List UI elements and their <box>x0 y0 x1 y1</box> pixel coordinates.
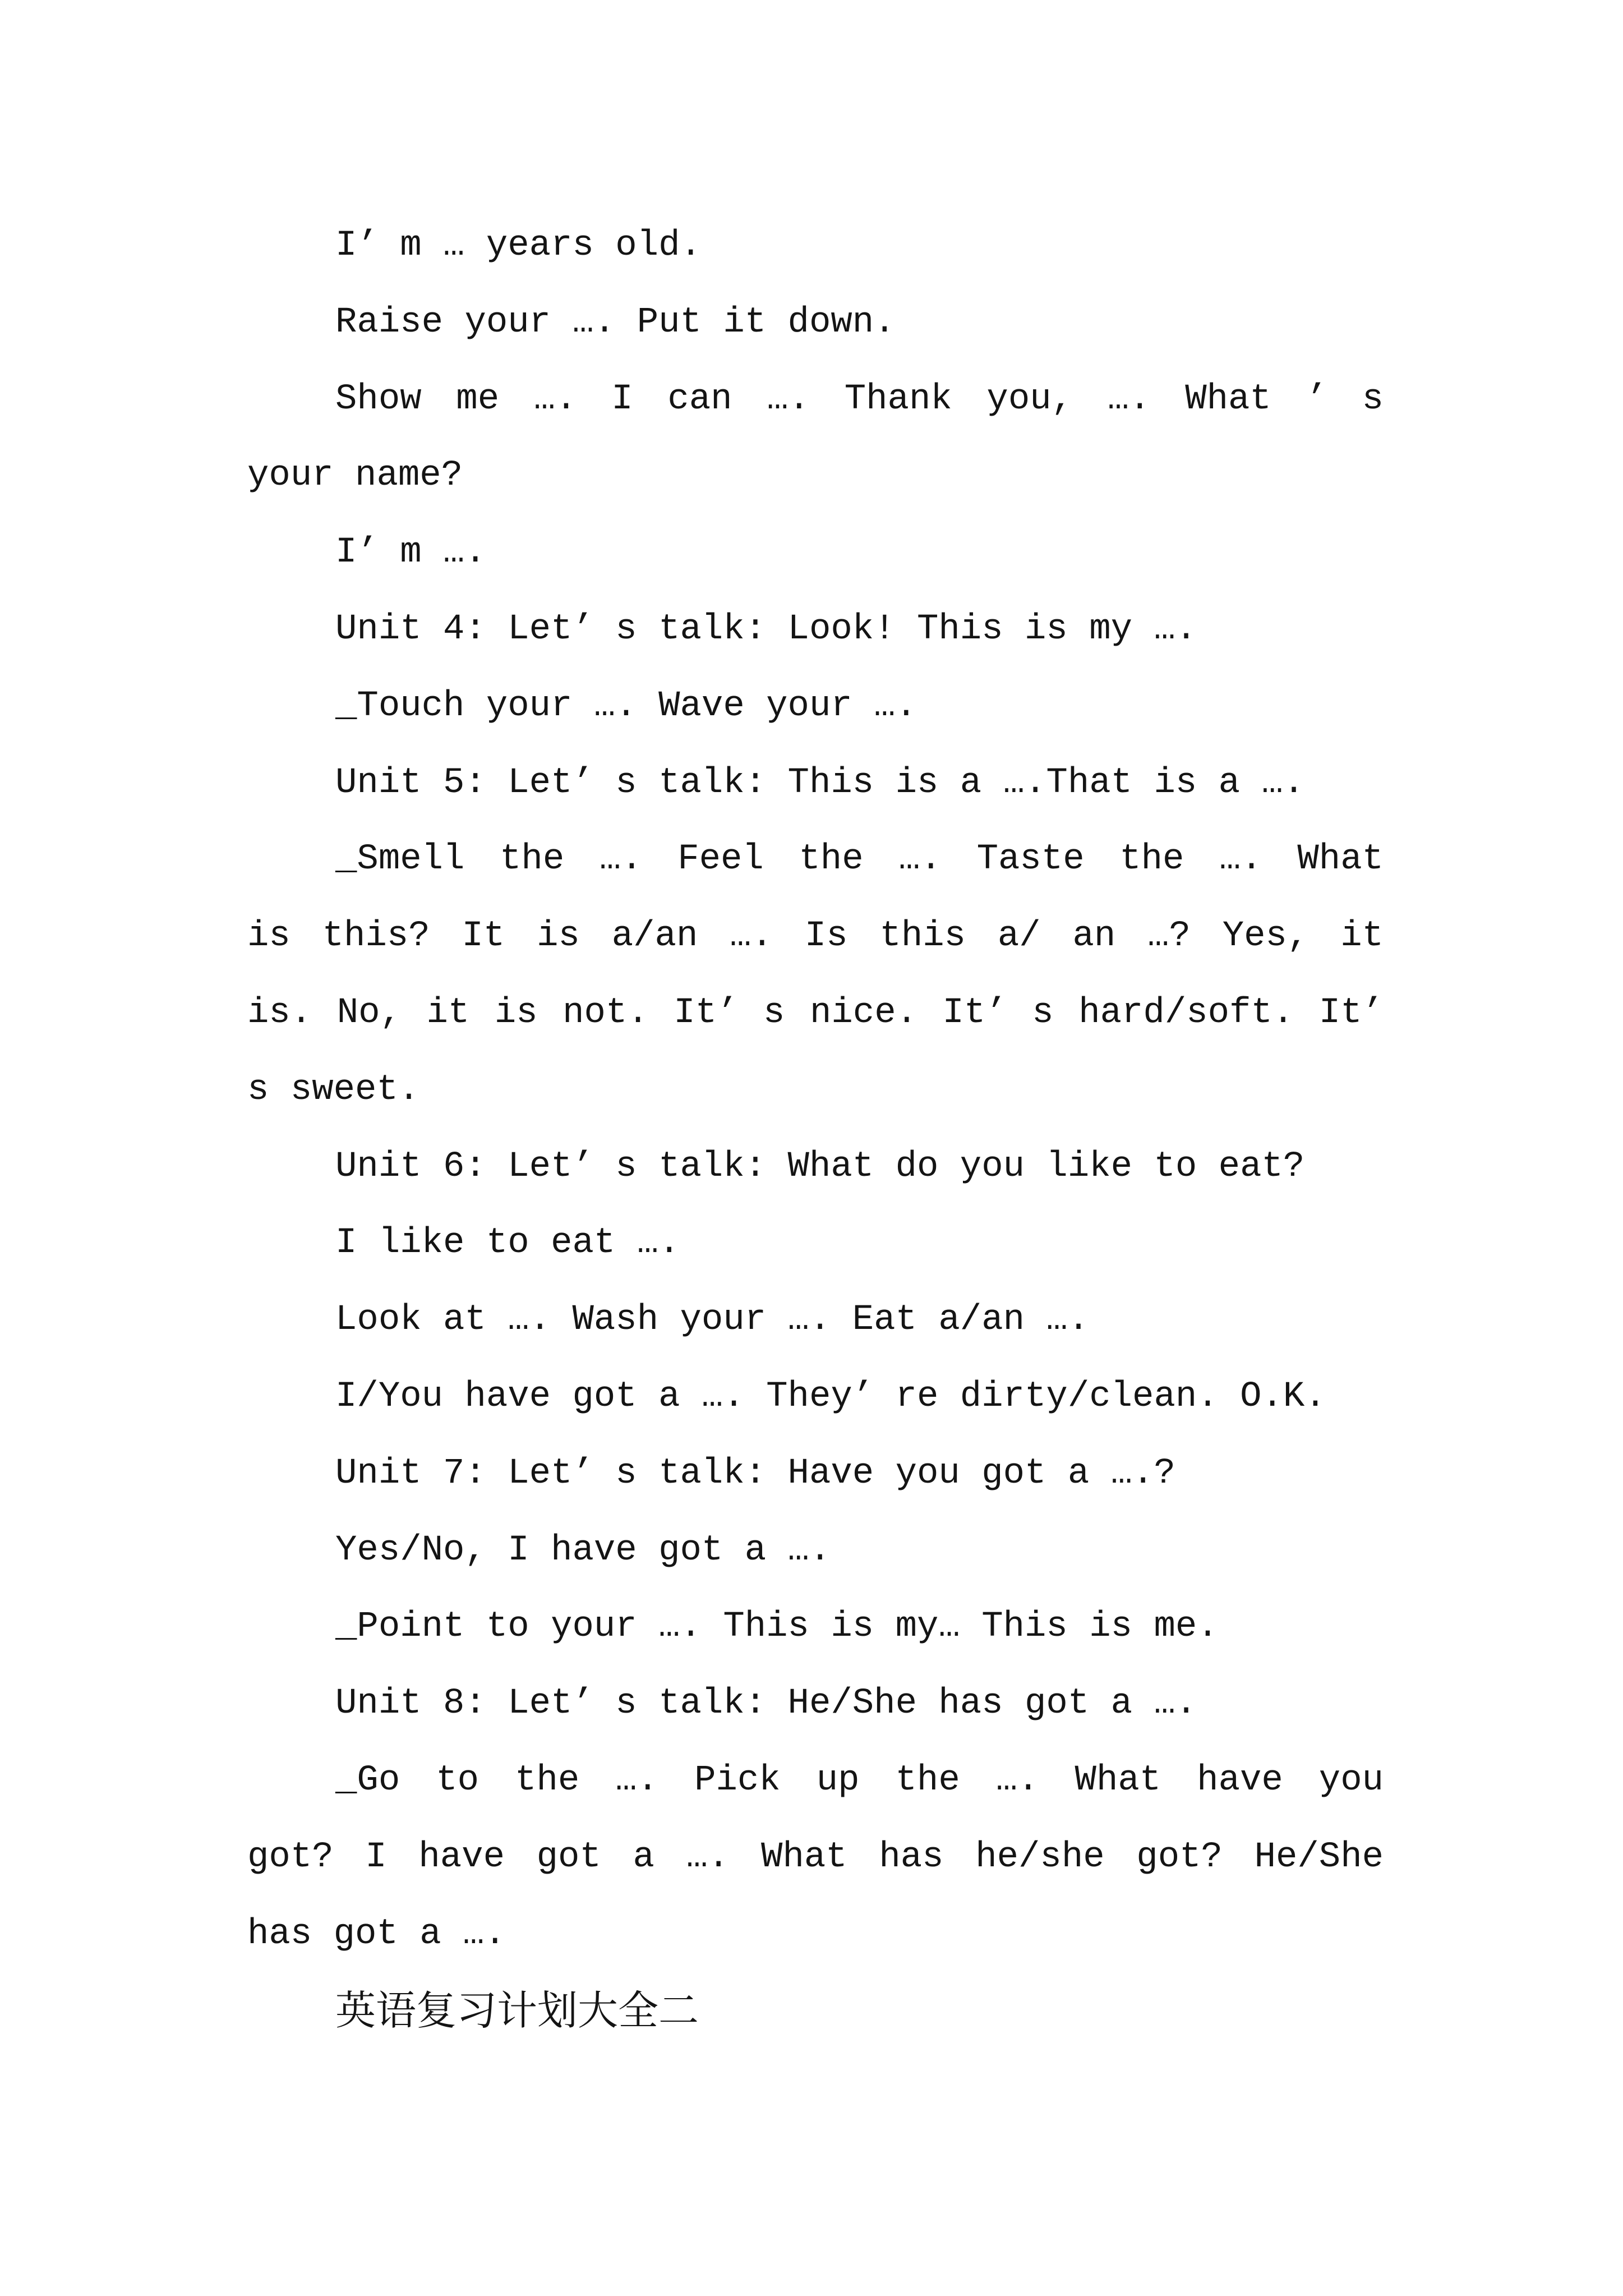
text-line: I’ m … years old. <box>335 226 702 266</box>
text-line: s sweet. <box>247 1069 420 1110</box>
text-line: Unit 5: Let’ s talk: This is a ….That is a …. <box>335 762 1305 803</box>
text-line: I/You have got a …. They’ re dirty/clean. O.K. <box>335 1376 1326 1417</box>
text-line: Unit 8: Let’ s talk: He/She has got a …. <box>335 1683 1197 1724</box>
text-line: I’ m …. <box>335 532 486 573</box>
text-line: is. No, it is not. It’ s nice. It’ s hard/soft. It’ <box>247 992 1384 1033</box>
paragraph <box>247 1282 1384 1359</box>
paragraph <box>247 1435 1384 1512</box>
paragraph <box>247 284 1384 361</box>
paragraph <box>247 1205 1384 1282</box>
paragraph <box>247 668 1384 745</box>
paragraph <box>247 514 1384 591</box>
section-heading <box>247 1972 1384 2049</box>
paragraph <box>247 1589 1384 1665</box>
text-line: Show me …. I can …. Thank you, …. What ’ s <box>335 379 1384 420</box>
paragraph <box>247 1512 1384 1589</box>
text-line: is this? It is a/an …. Is this a/ an …? Yes, it <box>247 916 1384 957</box>
paragraph <box>247 361 1384 515</box>
paragraph <box>247 591 1384 668</box>
paragraph <box>247 208 1384 284</box>
text-line: your name? <box>247 455 463 496</box>
text-line: Unit 4: Let’ s talk: Look! This is my …. <box>335 609 1197 650</box>
text-line: Look at …. Wash your …. Eat a/an …. <box>335 1300 1090 1341</box>
text-line: _Touch your …. Wave your …. <box>335 685 917 726</box>
text-line: Raise your …. Put it down. <box>335 302 896 343</box>
paragraph <box>247 821 1384 1128</box>
paragraph <box>247 1665 1384 1742</box>
document-body <box>247 208 1384 2049</box>
text-line: got? I have got a …. What has he/she got? He/She <box>247 1837 1384 1878</box>
text-line: I like to eat …. <box>335 1223 680 1264</box>
text-line: _Point to your …. This is my… This is me. <box>335 1607 1219 1648</box>
paragraph <box>247 1359 1384 1435</box>
text-line: Unit 6: Let’ s talk: What do you like to eat? <box>335 1146 1305 1187</box>
text-line: _Smell the …. Feel the …. Taste the …. What <box>335 839 1384 880</box>
paragraph <box>247 745 1384 822</box>
text-line: has got a …. <box>247 1913 506 1954</box>
text-line: Yes/No, I have got a …. <box>335 1530 831 1571</box>
text-line: Unit 7: Let’ s talk: Have you got a ….? <box>335 1453 1175 1494</box>
paragraph <box>247 1742 1384 1972</box>
heading-text: 英语复习计划大全二 <box>335 1987 699 2035</box>
text-line: _Go to the …. Pick up the …. What have you <box>335 1760 1384 1801</box>
paragraph <box>247 1129 1384 1205</box>
